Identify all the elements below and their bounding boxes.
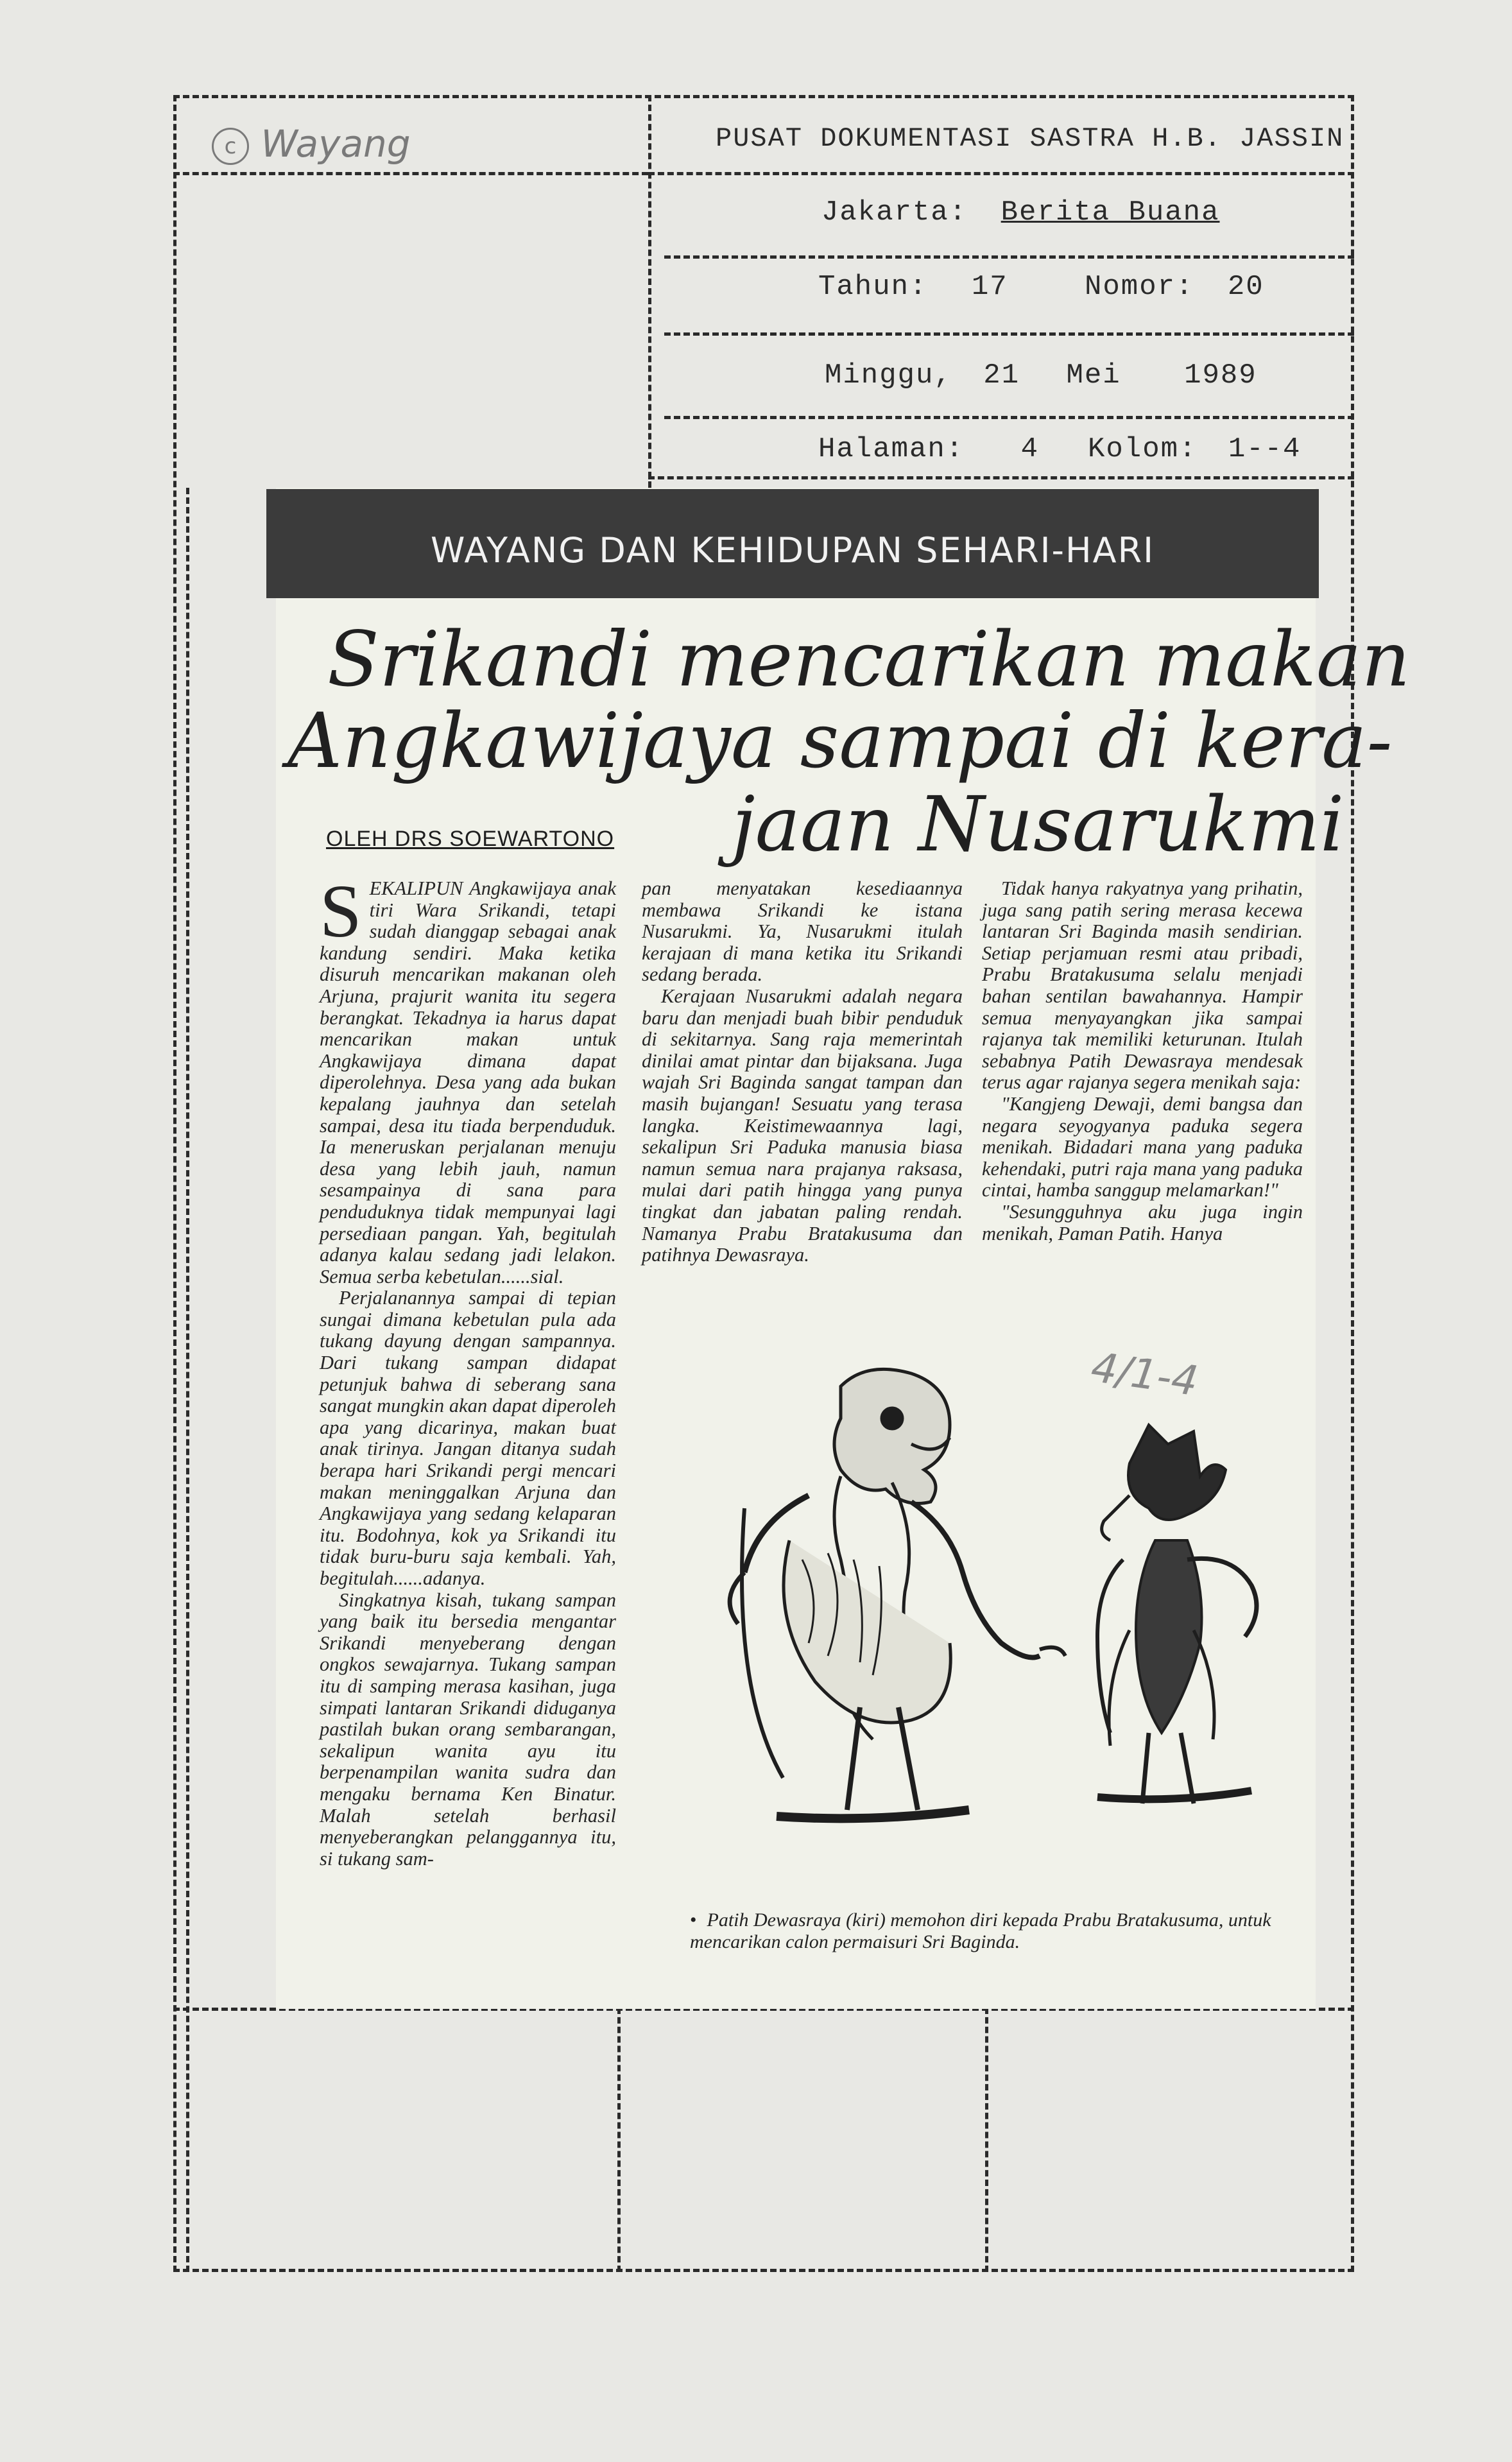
halaman-value: 4 bbox=[1020, 433, 1040, 465]
col3-paragraph-2: "Kangjeng Dewaji, demi bangsa dan negara seyogyanya paduka segera menikah. Bidadari mana yang paduka kehendaki, putri raja mana yang paduka cintai, hamba sanggup melamarkan!" bbox=[982, 1092, 1303, 1201]
nomor-label: Nomor: bbox=[1085, 271, 1194, 303]
col2-paragraph-2: Kerajaan Nusarukmi adalah negara baru dan menjadi buah bibir penduduk di sekitarnya. Sang raja memerintah dinilai amat pintar dan bijaksana. Juga wajah Sri Baginda sangat tampan dan masih bujangan! Sesuatu yang terasa langka. Keistimewaannya lagi, sekalipun Sri Paduka manusia biasa namun semua nara prajanya raksasa, mulai dari patih hingga yang punya tingkat dan jabatan paling rendah. Namanya Prabu Bratakusuma dan patihnya Dewasraya. bbox=[642, 985, 963, 1266]
date-row bbox=[825, 359, 1257, 392]
nomor-row bbox=[1085, 271, 1264, 303]
article-column-2 bbox=[642, 878, 963, 1266]
wayang-figure-dewasraya bbox=[730, 1369, 1065, 1818]
header-line-5 bbox=[648, 476, 1354, 479]
newspaper-name: Berita Buana bbox=[1001, 196, 1220, 228]
margin-note: 4/1-4 bbox=[1088, 1343, 1201, 1406]
subject-tag-label: Wayang bbox=[261, 122, 411, 166]
header-line-1 bbox=[648, 172, 1354, 175]
header-divider-vertical bbox=[648, 95, 651, 488]
header-line-2 bbox=[664, 255, 1354, 259]
headline-line-2: Angkawijaya sampai di kera- bbox=[288, 696, 1393, 785]
day-name: Minggu, bbox=[825, 359, 952, 392]
city-label: Jakarta: bbox=[821, 196, 968, 228]
kolom-value: 1--4 bbox=[1228, 433, 1302, 465]
nomor-value: 20 bbox=[1227, 271, 1264, 303]
date-month: Mei bbox=[1066, 359, 1121, 392]
tahun-row bbox=[818, 271, 1008, 303]
tahun-value: 17 bbox=[971, 271, 1008, 303]
halaman-row bbox=[818, 433, 1039, 465]
caption-bullet-icon: • bbox=[690, 1909, 697, 1931]
article-column-1 bbox=[320, 869, 616, 1870]
rubric-title: WAYANG DAN KEHIDUPAN SEHARI-HARI bbox=[430, 529, 1155, 571]
col3-paragraph-1: Tidak hanya rakyatnya yang prihatin, juga sang patih sering merasa kecewa lantaran Sri Baginda masih sendirian. Setiap perjamuan resmi atau pribadi, Prabu Bratakusuma selalu menjadi bahan sentilan bawahannya. Hampir semua menyayangkan jika sampai rajanya tak memiliki keturunan. Itulah sebabnya Patih Dewasraya mendesak terus agar rajanya segera menikah saja: bbox=[982, 877, 1303, 1094]
wayang-illustration bbox=[680, 1348, 1296, 1887]
header-line-4 bbox=[664, 416, 1354, 419]
date-day: 21 bbox=[983, 359, 1020, 392]
header-line-3 bbox=[664, 332, 1354, 336]
headline-line-3: jaan Nusarukmi bbox=[732, 780, 1344, 868]
col3-paragraph-3: "Sesungguhnya aku juga ingin menikah, Paman Patih. Hanya bbox=[982, 1200, 1303, 1244]
wayang-figure-bratakusuma bbox=[1097, 1425, 1257, 1803]
archive-name: PUSAT DOKUMENTASI SASTRA H.B. JASSIN bbox=[716, 123, 1344, 154]
caption-text: Patih Dewasraya (kiri) memohon diri kepada Prabu Bratakusuma, untuk mencarikan calon permaisuri Sri Baginda. bbox=[690, 1909, 1271, 1952]
col1-paragraph-1: EKALIPUN Angkawijaya anak tiri Wara Srikandi, tetapi sudah dianggap sebagai anak kandung sendiri. Maka ketika disuruh mencarikan makanan oleh Arjuna, prajurit wanita itu segera berangkat. Tekadnya ia harus dapat mencarikan makan untuk Angkawijaya dimana dapat diperolehnya. Desa yang ada bukan kepalang jauhnya dan setelah sampai, desa itu tiada berpenduduk. Ia meneruskan perjalanan menuju desa yang lebih jauh, namun sesampainya di sana para penduduknya tidak mempunyai lagi persediaan pangan. Yah, begitulah adanya kalau sedang jadi lelakon. Semua serba kebetulan......sial. bbox=[320, 877, 616, 1287]
halaman-label: Halaman: bbox=[818, 433, 965, 465]
col1-paragraph-2: Perjalanannya sampai di tepian sungai dimana kebetulan pula ada tukang dayung dengan sampannya. Dari tukang sampan didapat petunjuk bahwa di seberang sana sangat mungkin akan dapat diperoleh apa yang dicarinya, makan buat anak tirinya. Jangan ditanya sudah berapa hari Srikandi pergi mencari makan meninggalkan Arjuna dan Angkawijaya yang sedang kelaparan itu. Bodohnya, kok ya Srikandi itu tidak buru-buru saja kembali. Yah, begitulah......adanya. bbox=[320, 1287, 616, 1589]
bottom-divider-2 bbox=[985, 2008, 988, 2272]
headline-line-1: Srikandi mencarikan makan bbox=[327, 615, 1411, 703]
copyright-circle-icon: c bbox=[212, 128, 249, 165]
col2-paragraph-1: pan menyatakan kesediaannya membawa Srikandi ke istana Nusarukmi. Ya, Nusarukmi itulah kerajaan di mana ketika itu Srikandi sedang berada. bbox=[642, 877, 963, 986]
kolom-row bbox=[1088, 433, 1301, 465]
tag-line bbox=[173, 172, 648, 175]
kolom-label: Kolom: bbox=[1088, 433, 1198, 465]
article-column-3 bbox=[982, 878, 1303, 1244]
subject-tag bbox=[212, 122, 411, 166]
city-row bbox=[821, 196, 1220, 228]
drop-cap: S bbox=[320, 869, 362, 953]
tahun-label: Tahun: bbox=[818, 271, 928, 303]
col1-paragraph-3: Singkatnya kisah, tukang sampan yang baik itu bersedia mengantar Srikandi menyeberang dengan ongkos sewajarnya. Tukang sampan itu di samping merasa kasihan, juga simpati lantaran Srikandi diduganya pastilah bukan orang sembarangan, sekalipun wanita ayu itu berpenampilan wanita sudra dan mengaku bernama Ken Binatur. Malah setelah berhasil menyeberangkan pelanggannya itu, si tukang sam- bbox=[320, 1588, 616, 1870]
bottom-divider-1 bbox=[617, 2008, 621, 2272]
illustration-caption bbox=[690, 1909, 1300, 1953]
date-year: 1989 bbox=[1184, 359, 1257, 392]
rubric-banner bbox=[266, 489, 1319, 598]
byline: OLEH DRS SOEWARTONO bbox=[326, 827, 615, 851]
body-left-line bbox=[186, 488, 189, 2272]
